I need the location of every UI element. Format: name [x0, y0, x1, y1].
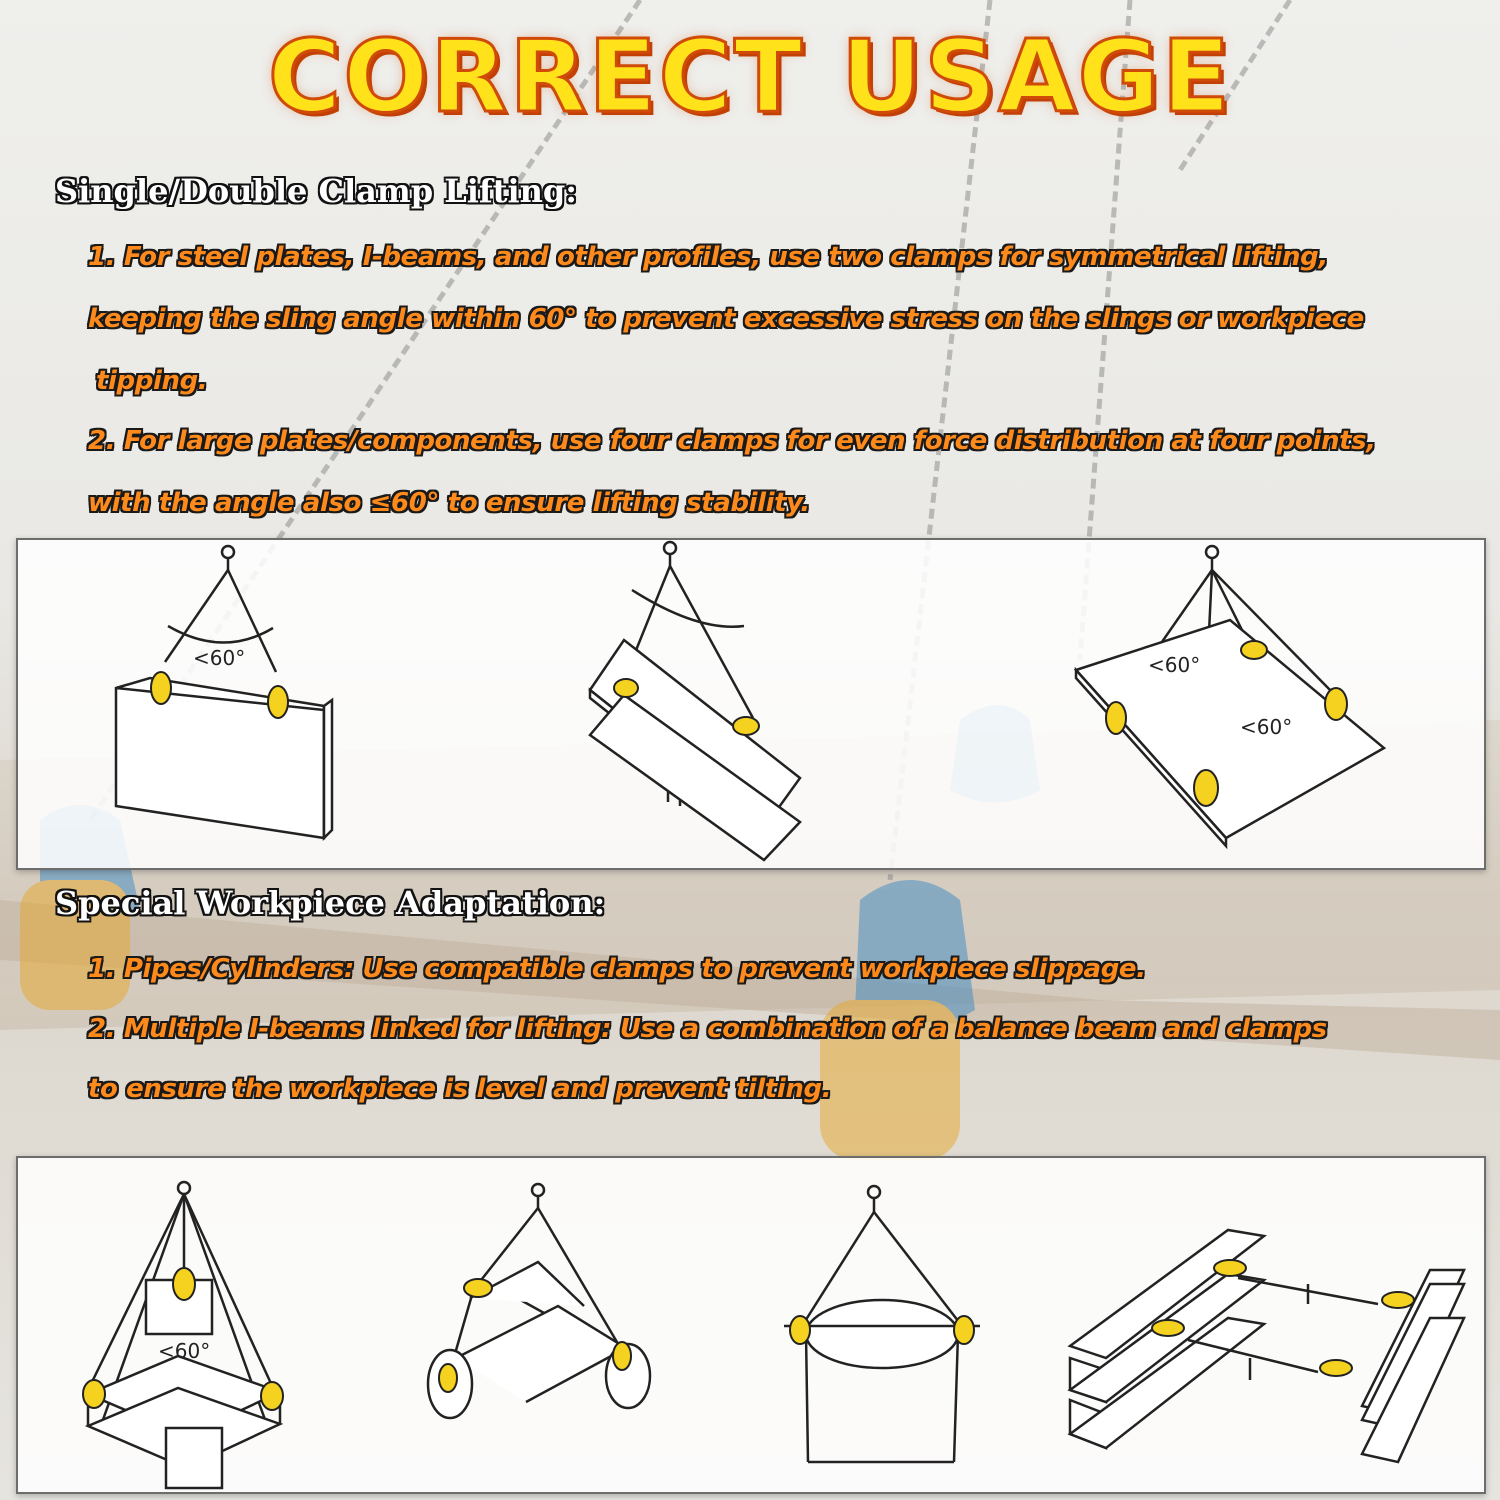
diagram-panel-special-workpiece [16, 1156, 1486, 1494]
diagram-pipe-tee [428, 1184, 650, 1418]
angle-label: <60° [1240, 715, 1293, 739]
diagram-single-plate [116, 546, 332, 838]
section-heading-clamp-lifting: Single/Double Clamp Lifting: [55, 172, 578, 210]
angle-label: <60° [193, 646, 246, 670]
section-heading-special-workpiece: Special Workpiece Adaptation: [55, 884, 606, 922]
diagram-linked-i-beams [1070, 1230, 1464, 1462]
instruction-line: tipping. [96, 366, 208, 396]
page-title: CORRECT USAGE [267, 18, 1233, 135]
diagram-panel-clamp-lifting [16, 538, 1486, 870]
instruction-line: 2. For large plates/components, use four clamps for even force distribution at four points, [88, 426, 1376, 456]
diagram-cylinder [784, 1186, 980, 1462]
instruction-line: 1. For steel plates, I-beams, and other profiles, use two clamps for symmetrical lifting, [88, 242, 1328, 272]
instruction-line: with the angle also ≤60° to ensure lifting stability. [88, 488, 810, 518]
instruction-line: keeping the sling angle within 60° to prevent excessive stress on the slings or workpiece [88, 304, 1364, 334]
instruction-line: 1. Pipes/Cylinders: Use compatible clamps to prevent workpiece slippage. [88, 954, 1146, 984]
instruction-line: 2. Multiple I-beams linked for lifting: Use a combination of a balance beam and clamps [88, 1014, 1327, 1044]
diagram-i-beam [590, 542, 800, 860]
instruction-line: to ensure the workpiece is level and prevent tilting. [88, 1074, 832, 1104]
angle-label: <60° [1148, 653, 1201, 677]
angle-label: <60° [158, 1339, 211, 1363]
diagram-cross-beam [88, 1182, 280, 1488]
